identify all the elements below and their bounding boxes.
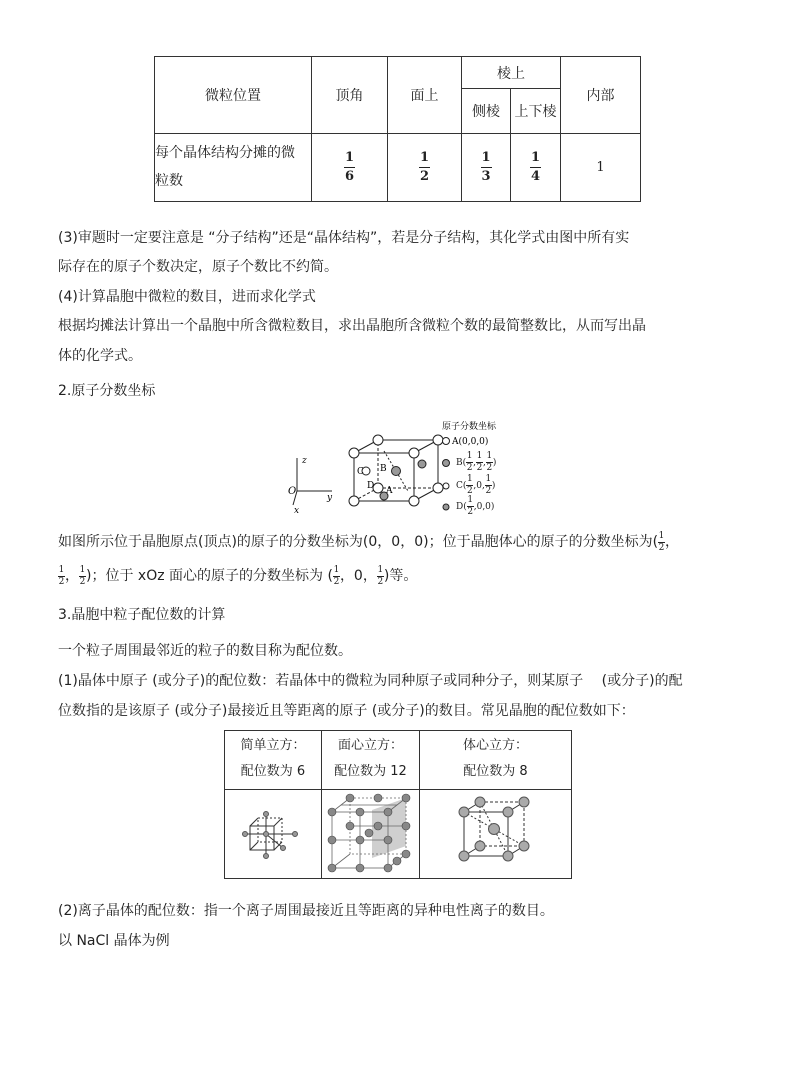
- cell-corner: [312, 133, 388, 201]
- frac-one-sixth: $\frac{1}{6}$: [344, 150, 355, 185]
- simple-cubic-number: 配位数为 6: [240, 764, 306, 779]
- header-interior: 内部: [561, 57, 641, 134]
- bcc-title: 体心立方：: [462, 738, 528, 753]
- cell-ud-edge: [511, 133, 561, 201]
- heading-2: 2.原子分数坐标: [58, 383, 156, 399]
- axis-x-label: x: [294, 506, 300, 516]
- row-label-line1: 每个晶体结构分摊的微: [155, 145, 295, 162]
- para-5b: 体的化学式。: [58, 348, 142, 364]
- coord-description-line2: $\frac{1}{2}$ ， $\frac{1}{2}$ )；位于 xOz 面心的原子的分数坐标为 ( $\frac{1}{2}$ ，0， $\frac{1}{2}$ )等。: [58, 564, 418, 587]
- legend-c: C( $\frac{1}{2}$ ,0, $\frac{1}{2}$ ): [456, 474, 496, 496]
- cell-bcc-text: [420, 731, 572, 790]
- fcc-title: 面心立方：: [337, 738, 403, 753]
- frac-one-half: $\frac{1}{2}$: [419, 150, 430, 185]
- axis-y-label: y: [327, 493, 333, 503]
- para-8: (2)离子晶体的配位数：指一个离子周围最接近且等距离的异种电性离子的数目。: [58, 903, 554, 919]
- fcc-illustration: [322, 790, 419, 874]
- para-5a: 根据均摊法计算出一个晶胞中所含微粒数目，求出晶胞所含微粒个数的最简整数比，从而写出晶: [58, 318, 646, 334]
- legend-title: 原子分数坐标: [442, 422, 497, 432]
- axis-z-label: z: [302, 456, 307, 466]
- frac-one-third: $\frac{1}{3}$: [481, 150, 491, 185]
- atom-label-d: D: [367, 481, 375, 491]
- row-label-line2: 粒数: [155, 173, 183, 190]
- legend-small-gray-atom-icon: [443, 504, 449, 510]
- fcc-number: 配位数为 12: [334, 764, 407, 779]
- simple-cubic-title: 简单立方：: [240, 738, 306, 753]
- coord-description-line1: 如图所示位于晶胞原点(顶点)的原子的分数坐标为(0，0，0)；位于晶胞体心的原子的分数坐标为( $\frac{1}{2}$ ，: [58, 530, 680, 553]
- legend-small-white-atom-icon: [443, 483, 449, 489]
- frac-one-quarter: $\frac{1}{4}$: [530, 150, 541, 185]
- row-label: [155, 133, 312, 201]
- cell-bcc-image: [420, 790, 572, 879]
- legend-b: B( $\frac{1}{2}$ , $\frac{1}{2}$ , $\frac{1}{2}$ ): [456, 451, 497, 473]
- atom-label-a: A: [386, 486, 393, 496]
- cell-simple-cubic-image: [225, 790, 322, 879]
- legend-d: D( $\frac{1}{2}$ ,0,0): [456, 495, 495, 517]
- header-ud-edge: 上下棱: [511, 89, 561, 133]
- cell-side-edge: [462, 133, 511, 201]
- para-7b: 位数指的是该原子 (或分子)最接近且等距离的原子 (或分子)的数目。常见晶胞的配位数如下：: [58, 703, 635, 719]
- header-edge: 棱上: [462, 57, 561, 89]
- coordination-table: [224, 730, 572, 879]
- para-4: (4)计算晶胞中微粒的数目，进而求化学式: [58, 289, 316, 305]
- cell-fcc-text: [322, 731, 420, 790]
- header-position: 微粒位置: [155, 57, 312, 134]
- legend-white-atom-icon: [443, 438, 450, 445]
- header-side-edge: 侧棱: [462, 89, 511, 133]
- header-corner: 顶角: [312, 57, 388, 134]
- heading-3: 3.晶胞中粒子配位数的计算: [58, 607, 226, 623]
- atom-label-c: C: [357, 467, 364, 477]
- para-7a: (1)晶体中原子 (或分子)的配位数：若晶体中的微粒为同种原子或同种分子，则某原子 (或分子)的配: [58, 673, 683, 689]
- cell-simple-cubic-text: [225, 731, 322, 790]
- para-9: 以 NaCl 晶体为例: [58, 933, 170, 949]
- header-face: 面上: [388, 57, 462, 134]
- legend-gray-atom-icon: [443, 460, 450, 467]
- para-3a: (3)审题时一定要注意是 “分子结构”还是“晶体结构”，若是分子结构，其化学式由图中所有实: [58, 230, 630, 246]
- atom-label-b: B: [380, 464, 387, 474]
- legend-a: A(0,0,0): [452, 437, 489, 447]
- para-6: 一个粒子周围最邻近的粒子的数目称为配位数。: [58, 643, 352, 659]
- origin-label: O: [288, 486, 297, 497]
- bcc-illustration: [420, 790, 572, 874]
- bcc-number: 配位数为 8: [463, 764, 528, 779]
- cell-fcc-image: [322, 790, 420, 879]
- simple-cubic-illustration: [225, 790, 321, 874]
- distribution-table: [154, 56, 641, 202]
- cell-face: [388, 133, 462, 201]
- para-3b: 际存在的原子个数决定，原子个数比不约简。: [58, 259, 338, 275]
- cell-interior: 1: [561, 133, 641, 201]
